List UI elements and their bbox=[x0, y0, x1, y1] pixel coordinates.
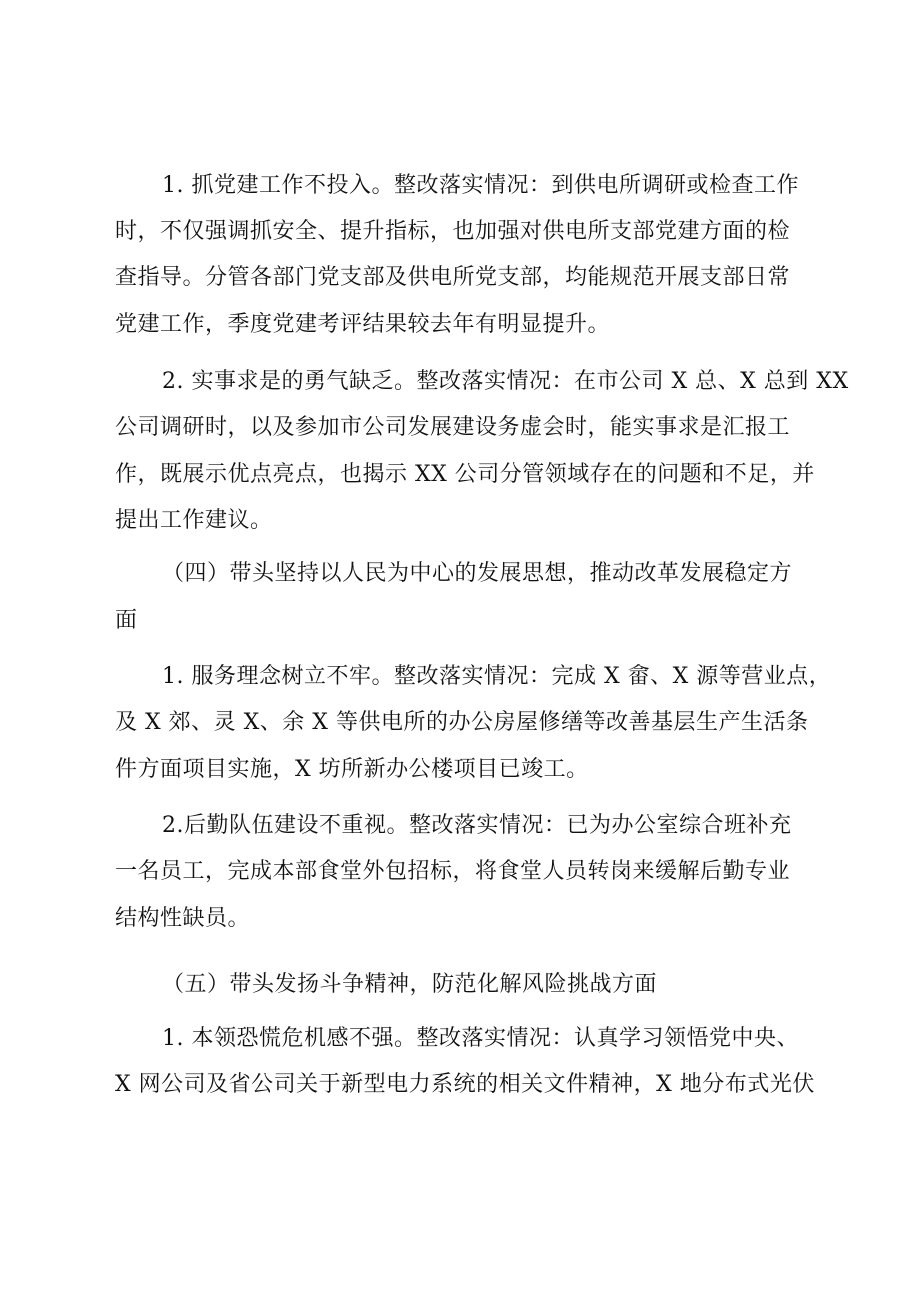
text-line: 2. 实事求是的勇气缺乏。整改落实情况：在市公司 X 总、X 总到 XX bbox=[162, 369, 849, 394]
text-line: 党建工作，季度党建考评结果较去年有明显提升。 bbox=[115, 312, 611, 337]
heading-line: 面 bbox=[115, 608, 138, 633]
text-line: 及 X 郊、灵 X、余 X 等供电所的办公房屋修缮等改善基层生产生活条 bbox=[115, 710, 809, 735]
text-line: 提出工作建议。 bbox=[115, 508, 273, 533]
text-line: 1. 本领恐慌危机感不强。整改落实情况：认真学习领悟党中央、 bbox=[162, 1026, 799, 1051]
text-line: 作，既展示优点亮点，也揭示 XX 公司分管领域存在的问题和不足，并 bbox=[115, 462, 815, 487]
heading-line: （四）带头坚持以人民为中心的发展思想，推动改革发展稳定方 bbox=[162, 561, 793, 586]
text-line: 结构性缺员。 bbox=[115, 906, 251, 931]
text-line: 件方面项目实施，X 坊所新办公楼项目已竣工。 bbox=[115, 757, 589, 782]
text-line: 2.后勤队伍建设不重视。整改落实情况：已为办公室综合班补充 bbox=[162, 813, 792, 838]
text-line: 1. 服务理念树立不牢。整改落实情况：完成 X 畲、X 源等营业点， bbox=[162, 664, 832, 689]
text-line: X 网公司及省公司关于新型电力系统的相关文件精神，X 地分布式光伏 bbox=[115, 1072, 815, 1097]
text-line: 公司调研时，以及参加市公司发展建设务虚会时，能实事求是汇报工 bbox=[115, 415, 791, 440]
text-line: 查指导。分管各部门党支部及供电所党支部，均能规范开展支部日常 bbox=[115, 265, 791, 290]
heading-line: （五）带头发扬斗争精神，防范化解风险挑战方面 bbox=[162, 972, 658, 997]
text-line: 时，不仅强调抓安全、提升指标，也加强对供电所支部党建方面的检 bbox=[115, 219, 791, 244]
text-line: 1. 抓党建工作不投入。整改落实情况：到供电所调研或检查工作 bbox=[162, 173, 799, 198]
text-line: 一名员工，完成本部食堂外包招标，将食堂人员转岗来缓解后勤专业 bbox=[115, 859, 791, 884]
